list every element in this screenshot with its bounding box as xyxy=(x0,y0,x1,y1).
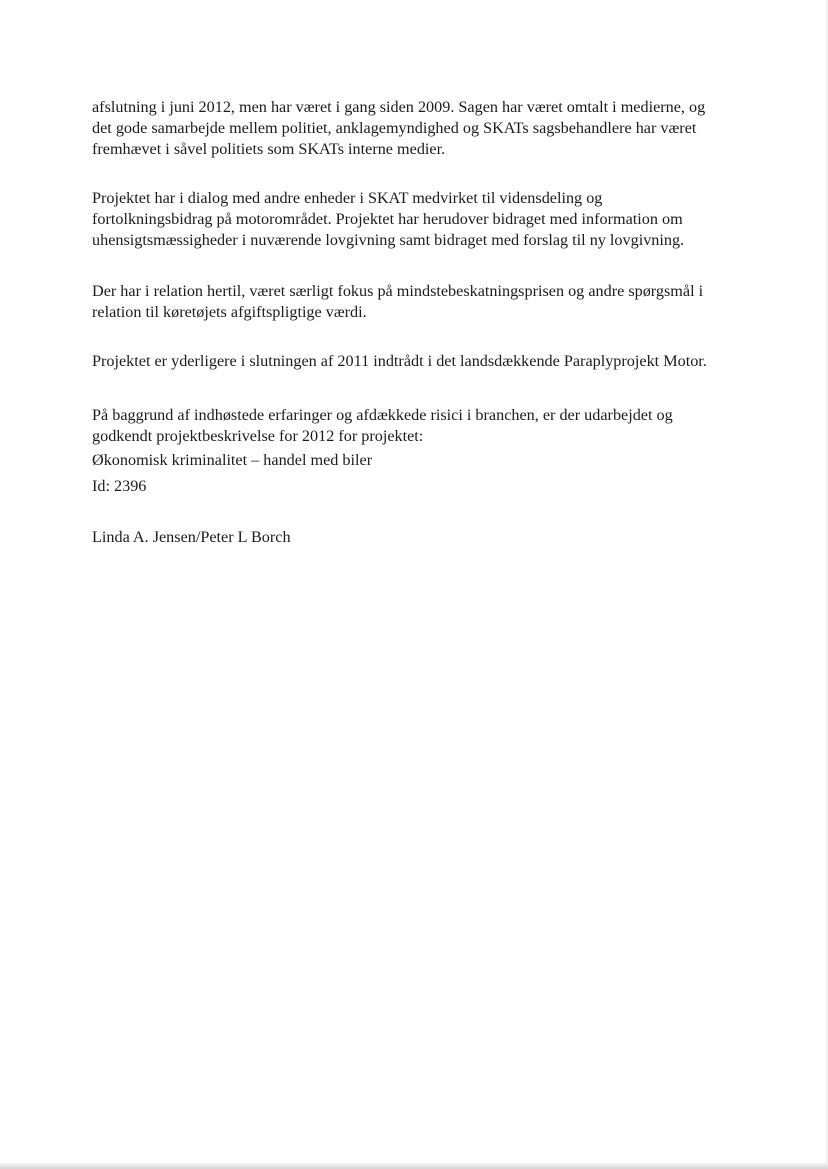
text-line: det gode samarbejde mellem politiet, anklagemyndighed og SKATs sagsbehandlere har været xyxy=(92,119,697,137)
project-id xyxy=(92,476,752,497)
text-line: godkendt projektbeskrivelse for 2012 for projektet: xyxy=(92,427,424,445)
text-line: relation til køretøjets afgiftspligtige værdi. xyxy=(92,303,367,321)
text-line: Id: 2396 xyxy=(92,477,147,495)
paragraph-case-summary xyxy=(92,97,752,160)
paragraph-project-description xyxy=(92,405,752,447)
text-line: Der har i relation hertil, været særligt fokus på mindstebeskatningsprisen og andre spørgsmål i xyxy=(92,282,704,300)
paragraph-knowledge-sharing xyxy=(92,188,752,251)
text-line: På baggrund af indhøstede erfaringer og afdækkede risici i branchen, er der udarbejdet og xyxy=(92,406,673,424)
text-line: Linda A. Jensen/Peter L Borch xyxy=(92,528,291,546)
text-line: Projektet har i dialog med andre enheder i SKAT medvirket til vidensdeling og xyxy=(92,189,603,207)
text-line: fortolkningsbidrag på motorområdet. Projektet har herudover bidraget med information om xyxy=(92,210,683,228)
project-title xyxy=(92,450,752,471)
text-line: uhensigtsmæssigheder i nuværende lovgivning samt bidraget med forslag til ny lovgivning. xyxy=(92,231,685,249)
page-bottom-edge xyxy=(0,1163,828,1169)
text-line: afslutning i juni 2012, men har været i gang siden 2009. Sagen har været omtalt i medierne, og xyxy=(92,98,706,116)
paragraph-umbrella-project xyxy=(92,351,752,372)
paragraph-focus-areas xyxy=(92,281,752,323)
text-line: Økonomisk kriminalitet – handel med biler xyxy=(92,451,373,469)
text-line: fremhævet i såvel politiets som SKATs interne medier. xyxy=(92,140,446,158)
signature-line xyxy=(92,527,752,548)
text-line: Projektet er yderligere i slutningen af 2011 indtrådt i det landsdækkende Paraplyprojekt Motor. xyxy=(92,352,707,370)
